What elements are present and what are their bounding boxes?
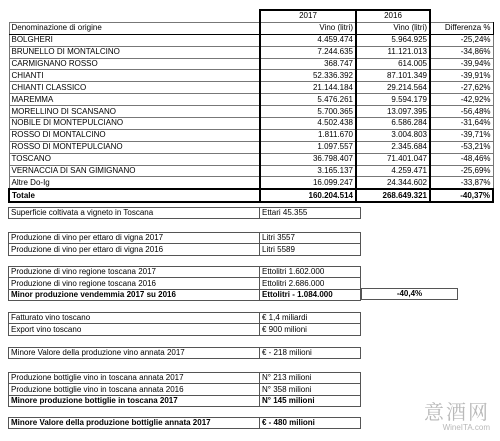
watermark-site: WineITA.com [442,423,490,432]
summary-value: € 900 milioni [260,324,361,335]
summary-label: Export vino toscano [9,324,260,335]
summary-block [8,207,361,219]
table-row [9,177,493,189]
summary-row [9,289,361,300]
denomination-cell: ROSSO DI MONTEPULCIANO [9,141,260,153]
denomination-cell: MORELLINO DI SCANSANO [9,106,260,118]
summary-value: Litri 3557 [260,233,361,244]
denomination-cell: VERNACCIA DI SAN GIMIGNANO [9,165,260,177]
watermark [424,401,490,433]
wine-2016-cell: 5.964.925 [356,34,430,46]
summary-row [9,208,361,219]
column-header-row [9,22,493,34]
summary-value: N° 145 milioni [260,395,361,406]
summary-label: Minor produzione vendemmia 2017 su 2016 [9,289,260,300]
wine-2016-cell: 614.005 [356,58,430,70]
summary-row [9,348,361,359]
col-header-wine-2016: Vino (litri) [356,22,430,34]
year-row [9,10,493,22]
col-header-difference: Differenza % [430,22,493,34]
total-label: Totale [9,189,260,202]
summary-label: Minore Valore della produzione bottiglie annata 2017 [9,418,260,429]
wine-production-table-body [9,10,493,202]
summary-value: Ettolitri - 1.084.000 [260,289,361,300]
summary-value: Ettolitri 2.686.000 [260,278,361,289]
wine-2017-cell: 7.244.635 [260,46,356,58]
difference-cell: -48,46% [430,153,493,165]
difference-cell: -42,92% [430,94,493,106]
table-row [9,106,493,118]
year-spacer [9,10,260,22]
wine-2017-cell: 1.811.670 [260,129,356,141]
wine-2017-cell: 16.099.247 [260,177,356,189]
summary-label: Superficie coltivata a vigneto in Toscana [9,208,260,219]
col-header-denomination: Denominazione di origine [9,22,260,34]
table-row [9,165,493,177]
wine-2017-cell: 4.459.474 [260,34,356,46]
difference-cell: -56,48% [430,106,493,118]
col-header-wine-2017: Vino (litri) [260,22,356,34]
wine-2016-cell: 6.586.284 [356,118,430,130]
wine-2017-cell: 368.747 [260,58,356,70]
summary-row [9,324,361,335]
wine-2016-cell: 3.004.803 [356,129,430,141]
difference-cell: -25,69% [430,165,493,177]
denomination-cell: BRUNELLO DI MONTALCINO [9,46,260,58]
denomination-cell: BOLGHERI [9,34,260,46]
denomination-cell: CHIANTI [9,70,260,82]
wine-2017-cell: 5.476.261 [260,94,356,106]
table-row [9,118,493,130]
total-difference: -40,37% [430,189,493,202]
denomination-cell: Altre Do-Ig [9,177,260,189]
summary-label: Produzione di vino per ettaro di vigna 2017 [9,233,260,244]
table-row [9,34,493,46]
percent-reduction-badge: -40,4% [361,288,458,300]
denomination-cell: MAREMMA [9,94,260,106]
wine-2016-cell: 87.101.349 [356,70,430,82]
summary-value: € - 480 milioni [260,418,361,429]
difference-cell: -27,62% [430,82,493,94]
difference-cell: -39,94% [430,58,493,70]
difference-cell: -31,64% [430,118,493,130]
summary-row [9,233,361,244]
summary-row [9,373,361,384]
wine-2016-cell: 2.345.684 [356,141,430,153]
table-row [9,141,493,153]
summary-value: Litri 5589 [260,244,361,255]
summary-label: Minore Valore della produzione vino annata 2017 [9,348,260,359]
summary-row [9,278,361,289]
wine-2016-cell: 13.097.395 [356,106,430,118]
difference-cell: -25,24% [430,34,493,46]
summary-label: Minore produzione bottiglie in toscana 2017 [9,395,260,406]
summary-row [9,313,361,324]
wine-2017-cell: 21.144.184 [260,82,356,94]
difference-cell: -39,71% [430,129,493,141]
wine-2016-cell: 71.401.047 [356,153,430,165]
watermark-logo-text: 意酒网 [424,400,490,424]
summary-row [9,384,361,395]
summary-value: N° 213 milioni [260,373,361,384]
table-row [9,153,493,165]
table-row [9,129,493,141]
wine-2016-cell: 29.214.564 [356,82,430,94]
difference-cell: -53,21% [430,141,493,153]
wine-2017-cell: 1.097.557 [260,141,356,153]
summary-value: N° 358 milioni [260,384,361,395]
summary-label: Produzione di vino regione toscana 2016 [9,278,260,289]
difference-cell: -39,91% [430,70,493,82]
year-2016-header: 2016 [356,10,430,22]
summary-row [9,267,361,278]
wine-production-table [8,9,494,203]
summary-value: Ettolitri 1.602.000 [260,267,361,278]
wine-2016-cell: 9.594.179 [356,94,430,106]
summary-block [8,417,361,429]
summary-label: Produzione di vino regione toscana 2017 [9,267,260,278]
table-row [9,94,493,106]
denomination-cell: ROSSO DI MONTALCINO [9,129,260,141]
wine-2017-cell: 36.798.407 [260,153,356,165]
total-2017: 160.204.514 [260,189,356,202]
wine-2016-cell: 11.121.013 [356,46,430,58]
summary-label: Fatturato vino toscano [9,313,260,324]
summary-label: Produzione bottiglie vino in toscana annata 2017 [9,373,260,384]
summary-label: Produzione di vino per ettaro di vigna 2016 [9,244,260,255]
summary-block [8,372,361,407]
denomination-cell: NOBILE DI MONTEPULCIANO [9,118,260,130]
table-row [9,46,493,58]
year-spacer-right [430,10,493,22]
wine-2017-cell: 5.700.365 [260,106,356,118]
denomination-cell: CARMIGNANO ROSSO [9,58,260,70]
total-2016: 268.649.321 [356,189,430,202]
wine-2017-cell: 52.336.392 [260,70,356,82]
table-row [9,70,493,82]
summary-block [8,347,361,359]
summary-value: € 1,4 miliardi [260,313,361,324]
table-row [9,82,493,94]
total-row [9,189,493,202]
summary-row [9,418,361,429]
summary-block [8,232,361,256]
difference-cell: -34,86% [430,46,493,58]
summary-row [9,395,361,406]
summary-block [8,312,361,336]
denomination-cell: TOSCANO [9,153,260,165]
summary-label: Produzione bottiglie vino in toscana annata 2016 [9,384,260,395]
summary-block [8,266,361,301]
summary-value: € - 218 milioni [260,348,361,359]
wine-2016-cell: 4.259.471 [356,165,430,177]
summary-value: Ettari 45.355 [260,208,361,219]
summary-row [9,244,361,255]
denomination-cell: CHIANTI CLASSICO [9,82,260,94]
wine-2017-cell: 3.165.137 [260,165,356,177]
wine-2017-cell: 4.502.438 [260,118,356,130]
wine-2016-cell: 24.344.602 [356,177,430,189]
difference-cell: -33,87% [430,177,493,189]
table-row [9,58,493,70]
year-2017-header: 2017 [260,10,356,22]
